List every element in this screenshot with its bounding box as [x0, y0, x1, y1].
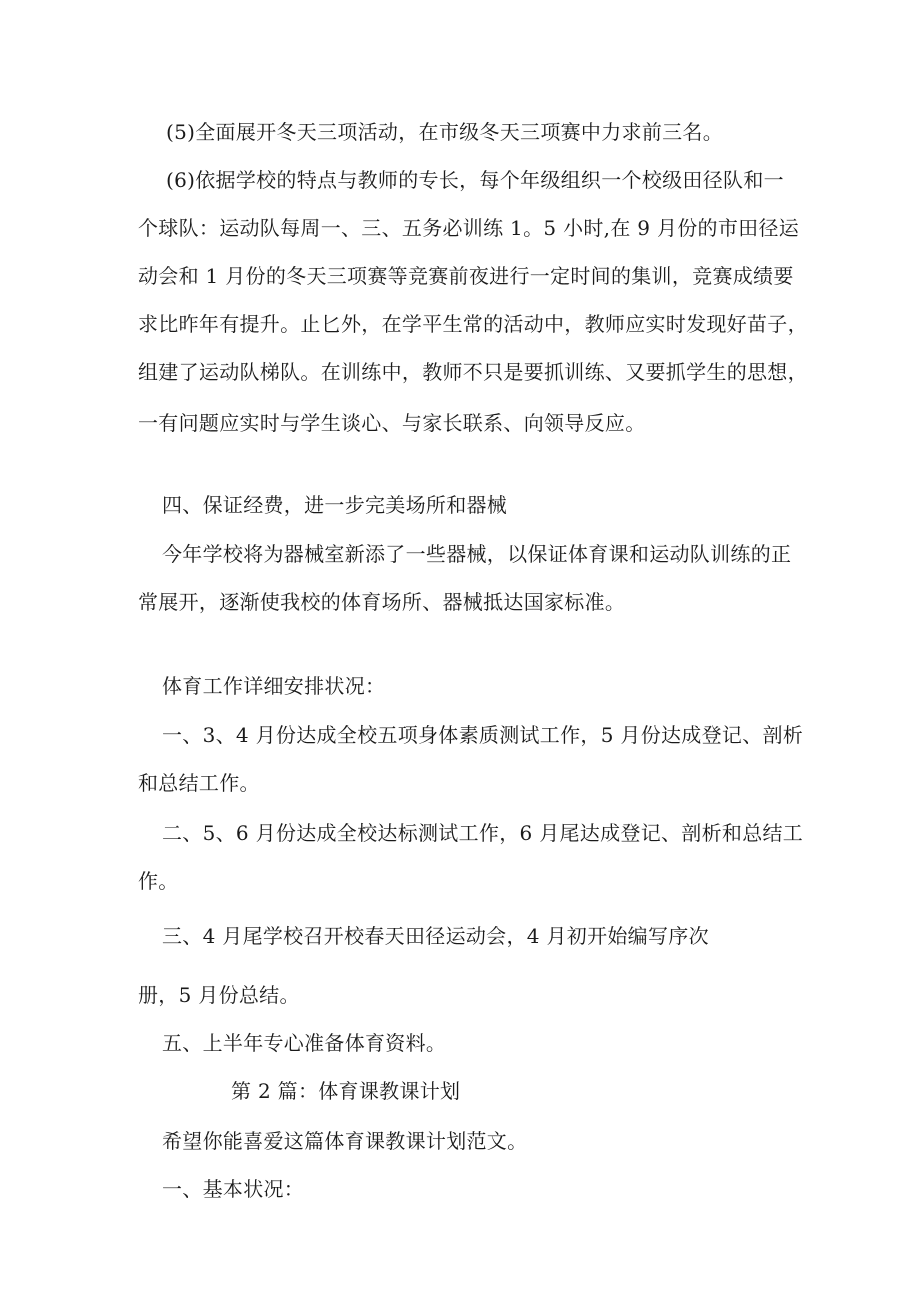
- list-item: 五、上半年专心准备体育资料。: [162, 1031, 447, 1055]
- paragraph-line: 个球队：运动队每周一、三、五务必训练 1。5 小时,在 9 月份的市田径运: [138, 216, 800, 240]
- list-item-continuation: 和总结工作。: [138, 771, 260, 795]
- paragraph-line: 一有问题应实时与学生谈心、与家长联系、向领导反应。: [138, 411, 646, 435]
- paragraph-line: 动会和 1 月份的冬天三项赛等竞赛前夜进行一定时间的集训，竞赛成绩要: [138, 264, 794, 288]
- section-heading: 体育工作详细安排状况：: [162, 674, 386, 698]
- section-heading: 一、基本状况：: [162, 1177, 305, 1201]
- paragraph-line: 组建了运动队梯队。在训练中，教师不只是要抓训练、又要抓学生的思想，: [138, 360, 808, 384]
- list-item-continuation: 册，5 月份总结。: [138, 983, 300, 1007]
- article-title: 第 2 篇：体育课教课计划: [231, 1079, 461, 1103]
- paragraph-line: 希望你能喜爱这篇体育课教课计划范文。: [162, 1129, 528, 1153]
- list-item: 一、3、4 月份达成全校五项身体素质测试工作，5 月份达成登记、剖析: [162, 723, 804, 747]
- list-item: 二、5、6 月份达成全校达标测试工作，6 月尾达成登记、剖析和总结工: [162, 821, 804, 845]
- paragraph-line: (5)全面展开冬天三项活动，在市级冬天三项赛中力求前三名。: [166, 120, 724, 144]
- paragraph-line: (6)依据学校的特点与教师的专长，每个年级组织一个校级田径队和一: [166, 168, 784, 192]
- paragraph-line: 今年学校将为器械室新添了一些器械，以保证体育课和运动队训练的正: [162, 542, 792, 566]
- paragraph-line: 常展开，逐渐使我校的体育场所、器械抵达国家标准。: [138, 590, 626, 614]
- list-item: 三、4 月尾学校召开校春天田径运动会，4 月初开始编写序次: [162, 924, 709, 948]
- list-item-continuation: 作。: [138, 869, 179, 893]
- paragraph-line: 求比昨年有提升。止匕外，在学平生常的活动中，教师应实时发现好苗子，: [138, 312, 808, 336]
- section-heading: 四、保证经费，进一步完美场所和器械: [162, 493, 508, 517]
